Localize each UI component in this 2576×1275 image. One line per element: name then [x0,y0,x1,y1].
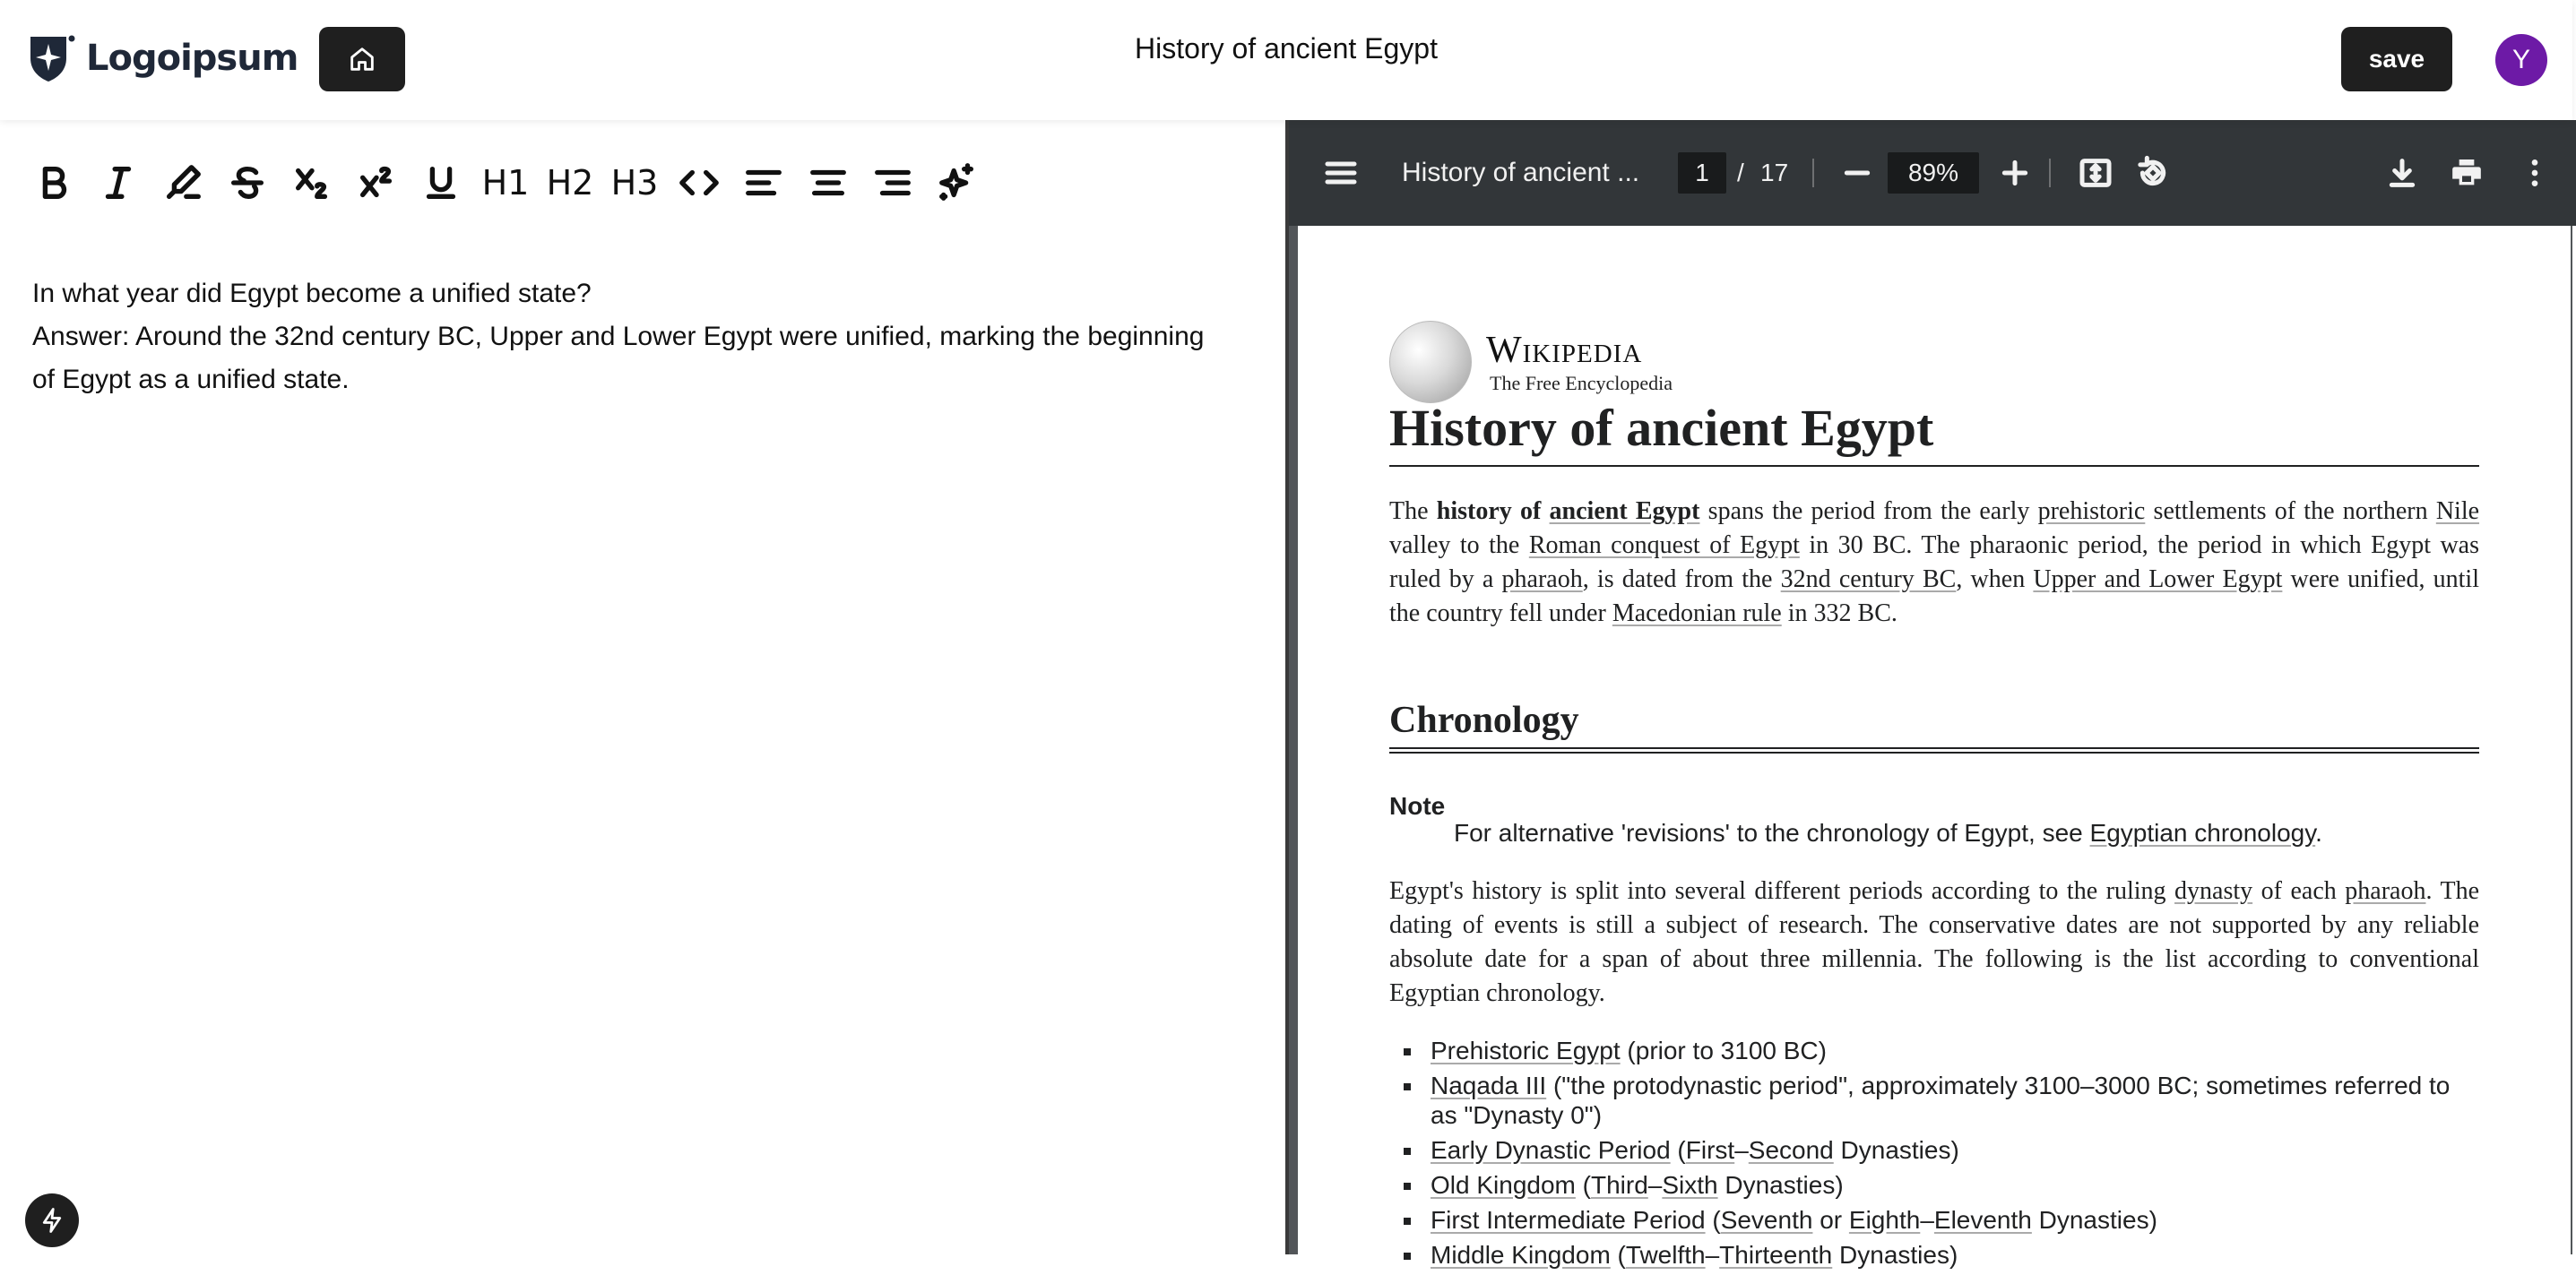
hamburger-menu-icon [1323,155,1359,191]
print-icon [2449,155,2485,191]
note-label: Note [1389,792,1446,820]
heading2-icon: H2 [546,163,594,202]
home-button[interactable] [319,27,405,91]
align-center-button[interactable] [796,151,860,215]
link-eighth-dynasty[interactable]: Eighth [1848,1206,1921,1234]
print-button[interactable] [2449,120,2485,226]
logo-text: Logoipsum [86,38,298,79]
pdf-page [1298,226,2571,1269]
align-right-button[interactable] [860,151,925,215]
link-upper-lower-egypt[interactable]: Upper and Lower Egypt [2033,565,2283,593]
link-first-intermediate[interactable]: First Intermediate Period [1431,1206,1706,1234]
more-vert-icon [2517,155,2553,191]
link-pharaoh[interactable]: pharaoh [2345,877,2426,905]
logo-shield-icon [25,31,79,85]
rotate-icon [2135,155,2171,191]
link-eleventh-dynasty[interactable]: Eleventh [1933,1206,2032,1234]
formatting-toolbar [22,147,990,219]
link-prehistoric-egypt[interactable]: Prehistoric Egypt [1431,1037,1621,1064]
user-avatar[interactable]: Y [2495,34,2547,86]
align-center-icon [808,162,849,203]
rotate-button[interactable] [2135,120,2171,226]
plus-icon [1997,155,2033,191]
page-total: 17 [1760,159,1789,186]
link-naqada-iii[interactable]: Naqada III [1431,1072,1547,1099]
link-third-dynasty[interactable]: Third [1590,1171,1648,1199]
list-item: Old Kingdom (Third–Sixth Dynasties) [1389,1170,2479,1200]
link-dynasty[interactable]: dynasty [2174,877,2253,905]
save-button[interactable]: save [2341,27,2452,91]
note-text: For alternative 'revisions' to the chronology of Egypt, see Egyptian chronology. [1454,819,2322,847]
fit-to-page-icon [2078,155,2114,191]
zoom-out-button[interactable] [1839,120,1875,226]
heading3-icon: H3 [610,163,659,202]
link-first-dynasty[interactable]: First [1685,1136,1735,1164]
list-item: Prehistoric Egypt (prior to 3100 BC) [1389,1036,2479,1065]
zoom-in-button[interactable] [1997,120,2033,226]
code-button[interactable] [667,151,731,215]
zoom-level-input[interactable]: 89% [1888,152,1979,194]
strikethrough-button[interactable] [215,151,280,215]
underline-icon [420,162,462,203]
strikethrough-icon [227,162,268,203]
link-ancient-egypt[interactable]: ancient Egypt [1549,497,1700,525]
link-second-dynasty[interactable]: Second [1748,1136,1834,1164]
download-icon [2384,155,2420,191]
superscript-icon [356,162,397,203]
toolbar-divider [2049,159,2051,187]
sparkle-icon [937,162,978,203]
heading1-icon: H1 [481,163,530,202]
list-item: Naqada III ("the protodynastic period", approximately 3100–3000 BC; sometimes referred to as "Dynasty 0") [1389,1071,2479,1130]
quick-action-button[interactable] [25,1193,79,1247]
wikipedia-wordmark: Wikipedia [1486,330,1643,371]
link-egyptian-chronology[interactable]: Egyptian chronology [2089,819,2316,847]
page-number-input[interactable]: 1 [1678,152,1726,194]
list-item: Middle Kingdom (Twelfth–Thirteenth Dynasties) [1389,1240,2479,1270]
link-roman-conquest[interactable]: Roman conquest of Egypt [1528,531,1800,559]
pdf-toolbar [1289,120,2576,226]
align-right-icon [872,162,913,203]
download-button[interactable] [2384,120,2420,226]
chronology-paragraph: Egypt's history is split into several different periods according to the ruling dynasty of each pharaoh. The dating of events is still a subject of research. The conservative dates are not supported by any reliable absolute date for a span of about three millennia. The following is the list according to conventional Egyptian chronology. [1389,877,2480,1007]
subscript-button[interactable] [280,151,344,215]
bold-button[interactable] [22,151,86,215]
link-prehistoric[interactable]: prehistoric [2037,497,2146,525]
align-left-icon [743,162,784,203]
article-title: History of ancient Egypt [1389,398,2479,467]
logo[interactable] [25,30,298,86]
pdf-viewer [1285,120,2572,1269]
highlighter-icon [162,162,203,203]
link-seventh-dynasty[interactable]: Seventh [1720,1206,1813,1234]
list-item: Early Dynastic Period (First–Second Dynasties) [1389,1135,2479,1165]
superscript-button[interactable] [344,151,409,215]
page-separator: / [1737,159,1744,186]
link-thirteenth-dynasty[interactable]: Thirteenth [1719,1241,1833,1269]
subscript-icon [291,162,333,203]
lightning-icon [39,1207,65,1234]
answer-text: Answer: Around the 32nd century BC, Upper and Lower Egypt were unified, marking the beginning of Egypt as a unified state. [32,322,1205,394]
app-header [0,0,2572,120]
code-icon [679,162,720,203]
bold-icon [33,162,74,203]
toolbar-divider [1812,159,1814,187]
fit-page-button[interactable] [2078,120,2114,226]
editor-content[interactable] [32,272,1224,401]
link-sixth-dynasty[interactable]: Sixth [1662,1171,1718,1199]
heading1-button[interactable] [473,151,538,215]
wikipedia-globe-icon [1389,321,1472,403]
menu-button[interactable] [1323,120,1359,226]
link-early-dynastic[interactable]: Early Dynastic Period [1431,1136,1671,1164]
more-options-button[interactable] [2517,120,2553,226]
italic-icon [98,162,139,203]
heading3-button[interactable] [602,151,667,215]
wikipedia-tagline: The Free Encyclopedia [1490,372,1673,394]
link-nile[interactable]: Nile [2435,497,2480,525]
highlight-button[interactable] [151,151,215,215]
link-32nd-century-bc[interactable]: 32nd century BC [1780,565,1957,593]
link-macedonian-rule[interactable]: Macedonian rule [1612,599,1782,627]
question-text: In what year did Egypt become a unified state? [32,279,592,308]
note-editor [0,120,1285,1254]
intro-paragraph: The history of ancient Egypt spans the period from the early prehistoric settlements of the northern Nile valley to the Roman conquest of Egypt in 30 BC. The pharaonic period, the period in which Egypt was ruled by a pharaoh, is dated from the 32nd century BC, when Upper and Lower Egypt were unified, until the country fell under Macedonian rule in 332 BC. [1389,497,2480,627]
heading2-button[interactable] [538,151,602,215]
minus-icon [1839,155,1875,191]
period-list [1389,1036,2479,1275]
ai-sparkle-button[interactable] [925,151,990,215]
document-title: History of ancient Egypt [1135,32,1438,65]
link-twelfth-dynasty[interactable]: Twelfth [1625,1241,1706,1269]
list-item: First Intermediate Period (Seventh or Eighth–Eleventh Dynasties) [1389,1205,2479,1235]
italic-button[interactable] [86,151,151,215]
link-pharaoh[interactable]: pharaoh [1501,565,1583,593]
home-icon [347,44,377,74]
align-left-button[interactable] [731,151,796,215]
pdf-title: History of ancient ... [1402,158,1640,187]
link-old-kingdom[interactable]: Old Kingdom [1431,1171,1576,1199]
underline-button[interactable] [409,151,473,215]
link-middle-kingdom[interactable]: Middle Kingdom [1431,1241,1611,1269]
wikipedia-logo [1389,321,1673,403]
section-heading-chronology: Chronology [1389,699,2479,754]
